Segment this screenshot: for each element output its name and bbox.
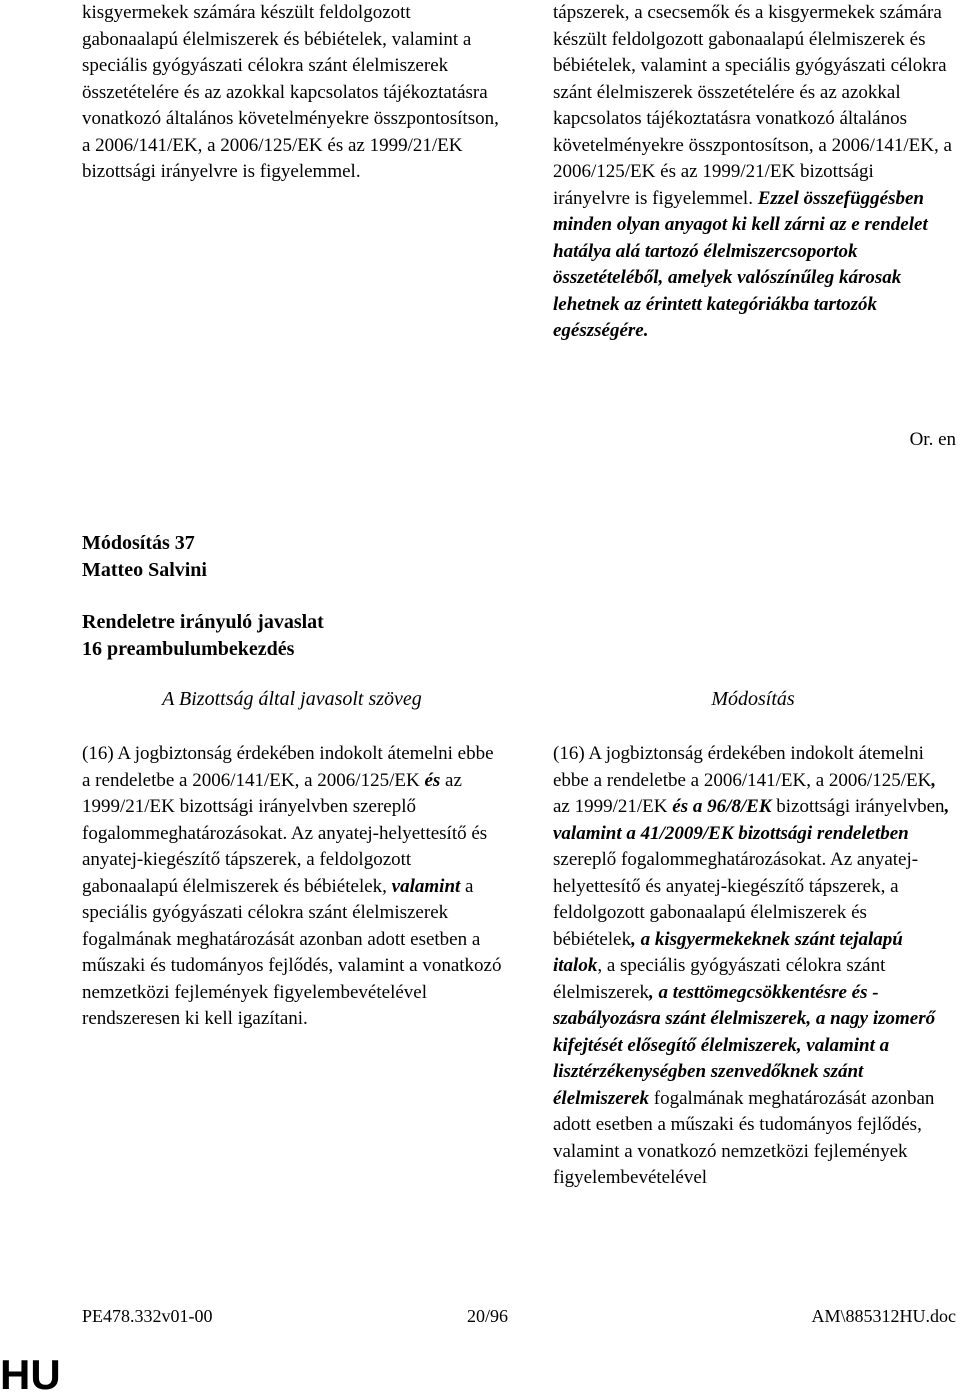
amendment-text-added: , valamint a 41/2009/EK bizottsági rendeletben — [553, 796, 950, 844]
language-code: HU — [0, 1351, 61, 1398]
commission-text-deleted: valamint — [391, 875, 461, 897]
footer-reference: PE478.332v01-00 — [82, 1306, 213, 1326]
original-language: Or. en — [909, 429, 956, 450]
amendment-text-added: , a kisgyermekeknek szánt tejalapú italok — [553, 928, 903, 976]
page-number: 20/96 — [467, 1306, 509, 1326]
commission-text-part: a speciális gyógyászati célokra szánt élelmiszerek fogalmának meghatározását azonban adott esetben a műszaki és tudományos fejlődés, valamint a vonatkozó nemzetközi fejlemények figyelembevételével rendszeresen ki kell igazítani. — [82, 875, 502, 1029]
amendment-author: Matteo Salvini — [82, 559, 207, 581]
amendment-text-added: és a 96/8/EK — [672, 796, 772, 817]
amendment-text-part: , a speciális gyógyászati célokra szánt élelmiszerek — [553, 955, 886, 1003]
commission-text-part: (16) A jogbiztonság érdekében indokolt átemelni ebbe a rendeletbe a 2006/141/EK, a 2006/125/EK — [82, 743, 494, 791]
commission-text-deleted: és — [424, 769, 441, 791]
amendment-text-part: szereplő fogalommeghatározásokat. Az anyatej-helyettesítő és anyatej-kiegészítő tápszerek, a feldolgozott gabonaalapú élelmiszerek és bébiételek — [553, 849, 919, 950]
top-right-plain: tápszerek, a csecsemők és a kisgyermekek számára készült feldolgozott gabonaalapú élelmiszerek és bébiételek, valamint a speciális gyógyászati célokra szánt élelmiszerek összetételére és az azokkal kapcsolatos tájékoztatásra vonatkozó általános követelményekre összpontosítson, a 2006/141/EK, a 2006/125/EK és az 1999/21/EK bizottsági irányelvre is figyelemmel. — [553, 2, 952, 209]
footer-document-name: AM\885312HU.doc — [811, 1306, 956, 1326]
amendment-text-added: , — [931, 769, 937, 791]
commission-text — [82, 741, 502, 1033]
column-heading-commission: A Bizottság által javasolt szöveg — [162, 688, 422, 710]
top-right-addition: Ezzel összefüggésben minden olyan anyagot ki kell zárni az e rendelet hatálya alá tartozó élelmiszercsoportok összetételéből, amelyek valószínűleg károsak lehetnek az érintett kategóriákba tartozók egészségére. — [553, 187, 928, 341]
amendment-text-part: (16) A jogbiztonság érdekében indokolt átemelni ebbe a rendeletbe a 2006/141/EK, a 2006/125/EK — [553, 743, 932, 791]
amendment-text-part: az 1999/21/EK — [553, 796, 673, 817]
proposal-title: Rendeletre irányuló javaslat — [82, 611, 324, 633]
commission-text-part: az 1999/21/EK bizottsági irányelvben szereplő fogalommeghatározásokat. Az anyatej-helyettesítő és anyatej-kiegészítő tápszerek, a feldolgozott gabonaalapú élelmiszerek és bébiételek, — [82, 769, 488, 897]
amendment-text-part: bizottsági irányelvben — [771, 796, 945, 817]
amendment-header — [82, 530, 207, 584]
amendment-text — [553, 741, 953, 1192]
amendment-text-added: , a testtömegcsökkentésre és -szabályozásra szánt élelmiszerek, a nagy izomerő kifejtését elősegítő élelmiszerek, valamint a lisztérzékenységben szenvedőknek szánt élelmiszerek — [553, 981, 936, 1109]
top-right-text — [553, 0, 953, 345]
proposal-header — [82, 609, 324, 663]
amendment-text-part: fogalmának meghatározását azonban adott esetben a műszaki és tudományos fejlődés, valamint a vonatkozó nemzetközi fejlemények figyelembevételével — [553, 1087, 935, 1188]
column-heading-amendment: Módosítás — [711, 688, 795, 710]
top-left-text: kisgyermekek számára készült feldolgozott gabonaalapú élelmiszerek és bébiételek, valamint a speciális gyógyászati célokra szánt élelmiszerek összetételére és az azokkal kapcsolatos tájékoztatásra vonatkozó általános követelményekre összpontosítson, a 2006/141/EK, a 2006/125/EK és az 1999/21/EK bizottsági irányelvre is figyelemmel. — [82, 2, 499, 182]
proposal-recital: 16 preambulumbekezdés — [82, 638, 295, 660]
amendment-number: Módosítás 37 — [82, 532, 195, 554]
